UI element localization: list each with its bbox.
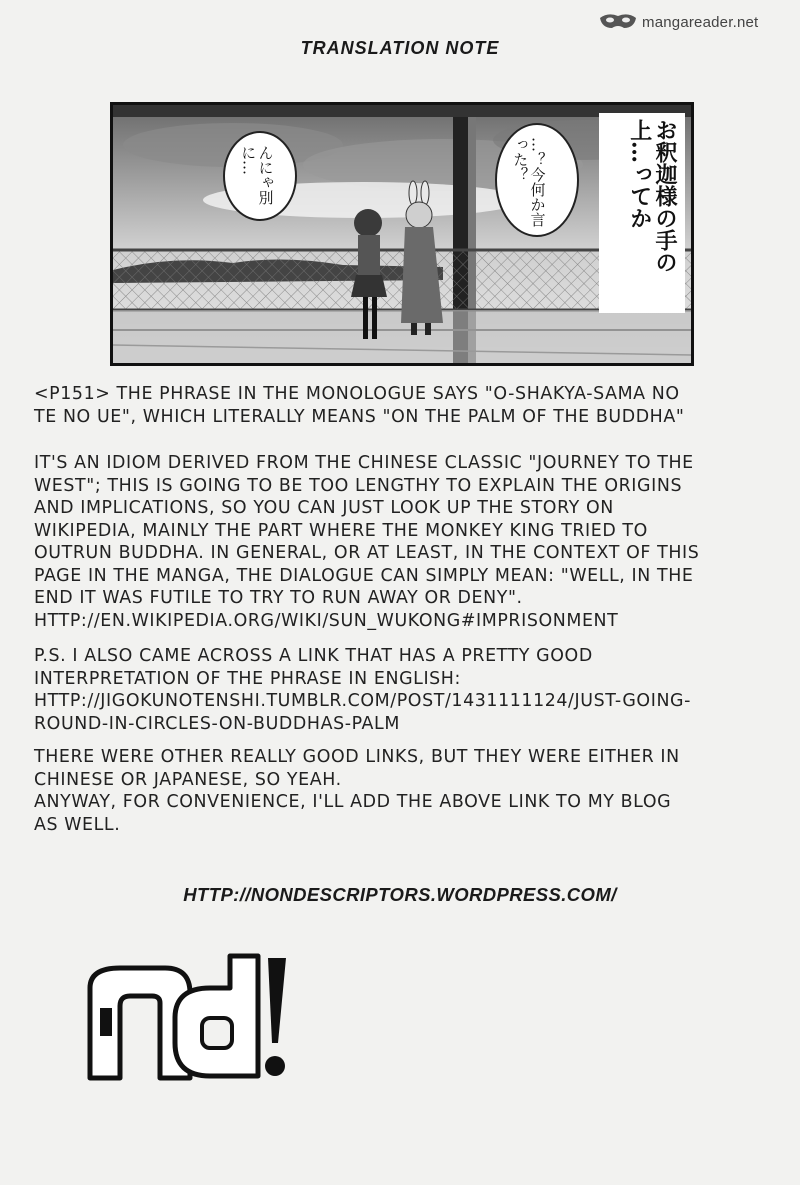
logo <box>80 948 290 1088</box>
note-paragraph-4: THERE WERE OTHER REALLY GOOD LINKS, BUT THEY WERE EITHER IN CHINESE OR JAPANESE, SO YEAH. ANYWAY, FOR CONVENIENCE, I'LL ADD THE ABOVE LINK TO MY BLOG AS WELL. <box>34 747 680 835</box>
mask-icon <box>598 10 638 34</box>
narration-box <box>599 113 685 313</box>
page-title: TRANSLATION NOTE <box>300 38 500 58</box>
blog-link[interactable]: HTTP://NONDESCRIPTORS.WORDPRESS.COM/ <box>183 884 617 905</box>
speech-bubble-left <box>223 131 297 221</box>
note-paragraph-3: P.S. I ALSO CAME ACROSS A LINK THAT HAS A PRETTY GOOD INTERPRETATION OF THE PHRASE IN ENGLISH: HTTP://JIGOKUNOTENSHI.TUMBLR.COM/POST/1431111124/JUST-GOING- ROUND-IN-CIRCLES-ON-BUDDHAS-PALM <box>34 646 692 734</box>
note-paragraph-1: <P151> THE PHRASE IN THE MONOLOGUE SAYS "O-SHAKYA-SAMA NO TE NO UE", WHICH LITERALLY MEANS "ON THE PALM OF THE BUDDHA" <box>34 384 685 427</box>
narration-text: お釈迦様の手の上…ってか <box>626 119 678 273</box>
note-paragraph-2: IT'S AN IDIOM DERIVED FROM THE CHINESE CLASSIC "JOURNEY TO THE WEST"; THIS IS GOING TO BE TOO LENGTHY TO EXPLAIN THE ORIGINS AND IMPLICATIONS, SO YOU CAN JUST LOOK UP THE STORY ON WIKIPEDIA, MAINLY THE PART WHERE THE MONKEY KING TRIED TO OUTRUN BUDDHA. IN GENERAL, OR AT LEAST, IN THE CONTEXT OF THIS PAGE IN THE MANGA, THE DIALOGUE CAN SIMPLY MEAN: "WELL, IN THE END IT WAS FUTILE TO TRY TO RUN AWAY OR DENY". HTTP://EN.WIKIPEDIA.ORG/WIKI/SUN_WUKONG#IMPRISONMENT <box>34 453 700 631</box>
speech-left-text: んにゃ別に… <box>239 145 275 205</box>
nondescriptors-logo-icon <box>80 948 290 1088</box>
speech-bubble-right <box>495 123 579 237</box>
watermark-text: mangareader.net <box>642 14 759 31</box>
speech-right-text: …？今何か言った？ <box>511 137 547 227</box>
watermark <box>598 10 788 36</box>
manga-panel <box>110 102 694 366</box>
